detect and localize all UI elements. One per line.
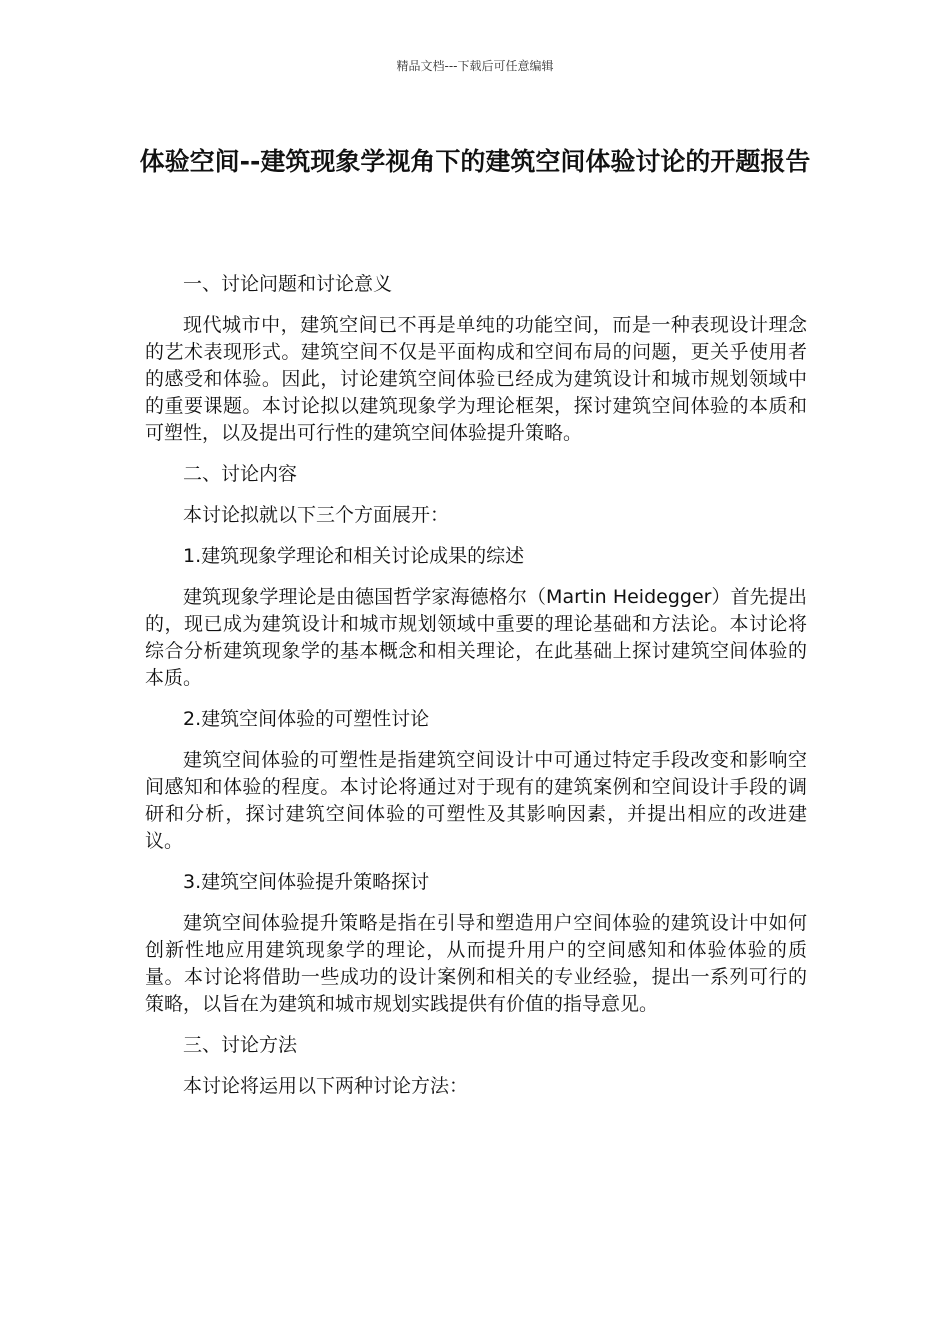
paragraph: 建筑现象学理论是由德国哲学家海德格尔（Martin Heidegger）首先提出的，现已成为建筑设计和城市规划领域中重要的理论基础和方法论。本讨论将综合分析建筑现象学的基本概念和相关理论，在此基础上探讨建筑空间体验的本质。 <box>145 586 807 689</box>
paragraph: 现代城市中，建筑空间已不再是单纯的功能空间，而是一种表现设计理念的艺术表现形式。建筑空间不仅是平面构成和空间布局的问题，更关乎使用者的感受和体验。因此，讨论建筑空间体验已经成为建筑设计和城市规划领域中的重要课题。本讨论拟以建筑现象学为理论框架，探讨建筑空间体验的本质和可塑性，以及提出可行性的建筑空间体验提升策略。 <box>145 314 807 444</box>
document-body <box>145 271 807 1114</box>
paragraph: 建筑空间体验的可塑性是指建筑空间设计中可通过特定手段改变和影响空间感知和体验的程度。本讨论将通过对于现有的建筑案例和空间设计手段的调研和分析，探讨建筑空间体验的可塑性及其影响因素，并提出相应的改进建议。 <box>145 749 807 852</box>
header-note: 精品文档---下载后可任意编辑 <box>396 59 554 73</box>
section-heading-2: 二、讨论内容 <box>183 463 298 485</box>
section-heading-3: 三、讨论方法 <box>183 1034 298 1056</box>
paragraph: 建筑空间体验提升策略是指在引导和塑造用户空间体验的建筑设计中如何创新性地应用建筑现象学的理论，从而提升用户的空间感知和体验体验的质量。本讨论将借助一些成功的设计案例和相关的专业经验，提出一系列可行的策略，以旨在为建筑和城市规划实践提供有价值的指导意见。 <box>145 912 807 1015</box>
subheading-2: 2.建筑空间体验的可塑性讨论 <box>183 708 430 730</box>
paragraph: 本讨论将运用以下两种讨论方法： <box>183 1075 469 1097</box>
paragraph: 本讨论拟就以下三个方面展开： <box>183 504 450 526</box>
document-title: 体验空间--建筑现象学视角下的建筑空间体验讨论的开题报告 <box>139 147 811 176</box>
section-heading-1: 一、讨论问题和讨论意义 <box>183 273 393 295</box>
subheading-3: 3.建筑空间体验提升策略探讨 <box>183 871 430 893</box>
subheading-1: 1.建筑现象学理论和相关讨论成果的综述 <box>183 545 525 567</box>
